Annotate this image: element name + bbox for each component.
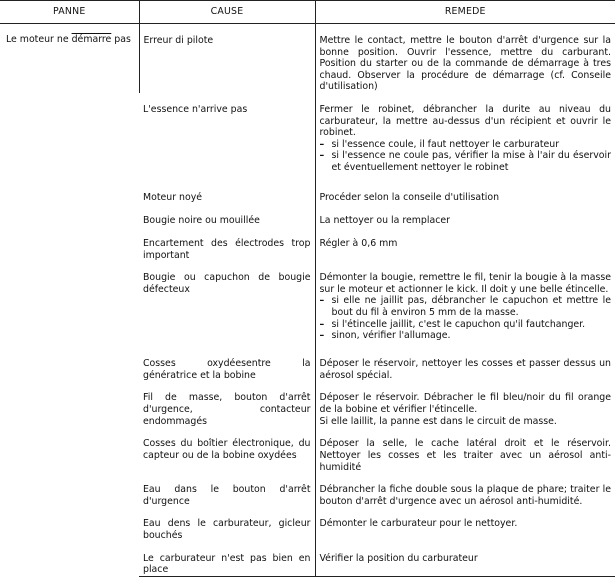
panne-cell	[0, 24, 139, 577]
remede-cell: Mettre le contact, mettre le bouton d'arrêt d'urgence sur la bonne position. Ouvrir l'essence, mettre du carburant. Position du starter ou de la commande de démarrage à tres chaud. Observer la procédure de démarrage (cf. Conseile d'utilisation)	[315, 24, 615, 93]
cause-cell: Eau dans le bouton d'arrêt d'urgence	[143, 484, 311, 507]
cause-cell: L'essence n'arrive pas	[143, 103, 248, 115]
remede-cell: Procéder selon la conseile d'utilisation	[315, 181, 615, 204]
list-item: – sinon, vérifier l'allumage.	[320, 330, 612, 342]
remede-text: Démonter la bougie, remettre le fil, tenir la bougie à la masse sur le moteur et actionner le kick. Il doit y une belle étincelle.	[319, 272, 611, 295]
remede-list	[320, 139, 612, 174]
panne-text-start: Le moteur ne	[6, 34, 72, 45]
remede-cell	[315, 381, 615, 427]
remede-cell: Vérifier la position du carburateur	[315, 542, 615, 577]
cause-cell: Eau dens le carburateur, gicleur bouchés	[143, 518, 311, 541]
header-cause: CAUSE	[139, 1, 315, 24]
cause-cell: Encartement des électrodes trop important	[143, 237, 311, 261]
table-row	[0, 24, 615, 93]
cause-cell: Erreur di pilote	[139, 24, 315, 93]
panne-text-end: pas	[111, 34, 131, 45]
remede-text: Si elle laillit, la panne est dans le circuit de masse.	[319, 415, 557, 427]
remede-cell	[315, 261, 615, 347]
cause-cell: Cosses du boîtier électronique, du capteur ou de la bobine oxydées	[143, 438, 311, 461]
list-item: – si elle ne jaillit pas, débrancher le capuchon et mettre le bout du fil à environ 5 mm de la masse.	[320, 295, 612, 318]
remede-cell: Déposer le réservoir, nettoyer les cosses et passer dessus un aérosol spécial.	[315, 347, 615, 381]
remede-cell: Régler à 0,6 mm	[315, 227, 615, 261]
header-panne: PANNE	[0, 1, 139, 24]
remede-cell: La nettoyer ou la remplacer	[315, 204, 615, 227]
panne-text-overlined: démarre	[71, 34, 112, 45]
list-item: – si l'étincelle jaillit, c'est le capuchon qu'il fautchanger.	[320, 319, 612, 331]
remede-cell: Démonter le carburateur pour le nettoyer.	[315, 507, 615, 541]
remede-cell	[315, 93, 615, 181]
remede-text: Fermer le robinet, débrancher la durite au niveau du carburateur, la mettre au-dessus d'un récipient et ouvrir le robinet.	[319, 103, 611, 139]
cause-cell: Le carburateur n'est pas bien en place	[139, 542, 315, 577]
cause-cell: Fil de masse, bouton d'arrêt d'urgence, contacteur endommagés	[143, 392, 311, 427]
cause-cell: Bougie ou capuchon de bougie défecteux	[143, 272, 311, 295]
header-remede: REMEDE	[315, 1, 615, 24]
remede-cell: Déposer la selle, le cache latéral droit et le réservoir. Nettoyer les cosses et les traiter avec un aérosol anti-humidité	[315, 427, 615, 473]
remede-cell: Débrancher la fiche double sous la plaque de phare; traiter le bouton d'arrêt d'urgence avec un aérosol anti-humidité.	[315, 473, 615, 507]
header-row	[0, 1, 615, 24]
cause-cell: Bougie noire ou mouillée	[143, 214, 260, 226]
list-item: – si l'essence coule, il faut nettoyer le carburateur	[320, 139, 612, 151]
cause-cell: Moteur noyé	[143, 191, 203, 203]
remede-text: Déposer le réservoir. Débracher le fil bleu/noir du fil orange de la bobine et vérifier l'étincelle.	[319, 392, 611, 415]
list-item: – si l'essence ne coule pas, vérifier la mise à l'air du éservoir et éventuellement nettoyer le robinet	[320, 150, 612, 173]
cause-cell: Cosses oxydéesentre la génératrice et la bobine	[143, 358, 311, 381]
remede-list	[320, 295, 612, 341]
